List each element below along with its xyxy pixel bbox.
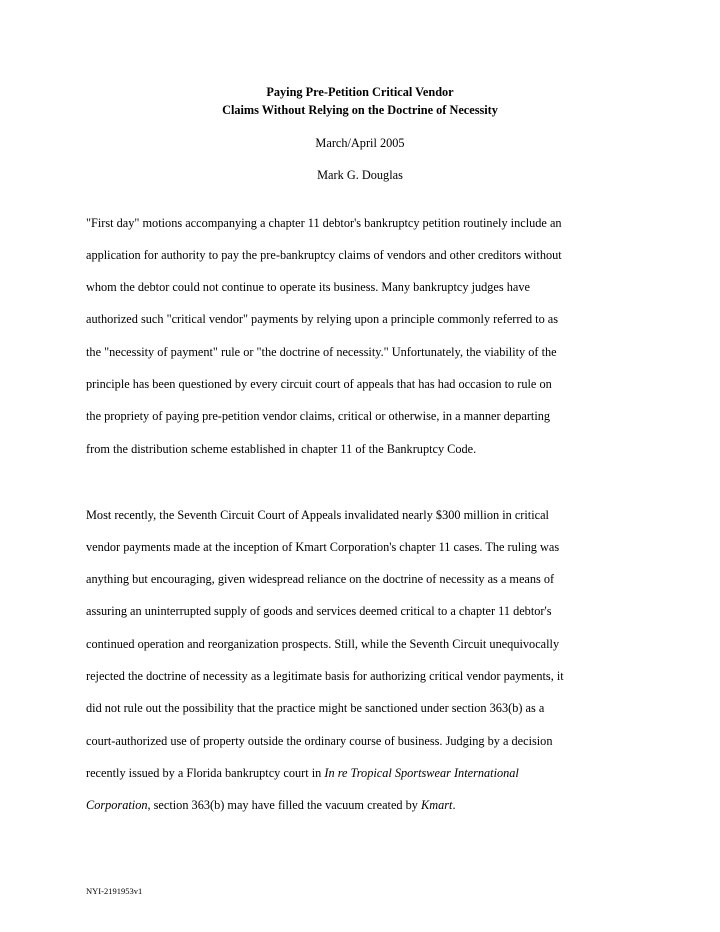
paragraph-line: the "necessity of payment" rule or "the doctrine of necessity." Unfortunately, the viability of the	[86, 345, 557, 359]
author-line: Mark G. Douglas	[317, 168, 403, 182]
paragraph-line: assuring an uninterrupted supply of goods and services deemed critical to a chapter 11 debtor's	[86, 604, 552, 618]
line-text: recently issued by a Florida bankruptcy court in	[86, 766, 325, 780]
line-text: , section 363(b) may have filled the vacuum created by	[147, 798, 422, 812]
kmart-italic: Kmart	[421, 798, 453, 812]
paragraph-line: continued operation and reorganization prospects. Still, while the Seventh Circuit unequivocally	[86, 637, 560, 651]
paragraph-line: vendor payments made at the inception of Kmart Corporation's chapter 11 cases. The ruling was	[86, 540, 560, 554]
case-name-italic: Corporation	[86, 798, 148, 812]
paragraph-line: whom the debtor could not continue to operate its business. Many bankruptcy judges have	[86, 280, 530, 294]
title-line-1: Paying Pre-Petition Critical Vendor	[266, 85, 454, 99]
paragraph-line: anything but encouraging, given widespread reliance on the doctrine of necessity as a means of	[86, 572, 555, 586]
case-name-italic: In re Tropical Sportswear International	[324, 766, 519, 780]
paragraph-line: the propriety of paying pre-petition vendor claims, critical or otherwise, in a manner departing	[86, 409, 551, 423]
paragraph-line: principle has been questioned by every circuit court of appeals that has had occasion to rule on	[86, 377, 552, 391]
paragraph-line: did not rule out the possibility that the practice might be sanctioned under section 363(b) as a	[86, 701, 545, 715]
paragraph-line	[86, 764, 646, 782]
title-line-2: Claims Without Relying on the Doctrine of Necessity	[222, 103, 498, 117]
line-end: .	[452, 798, 456, 812]
date-line: March/April 2005	[315, 136, 405, 150]
paragraph-line: court-authorized use of property outside the ordinary course of business. Judging by a decision	[86, 734, 553, 748]
footer-doc-id: NYI-2191953v1	[86, 886, 143, 896]
paragraph-line: authorized such "critical vendor" payments by relying upon a principle commonly referred to as	[86, 312, 559, 326]
paragraph-line: from the distribution scheme established in chapter 11 of the Bankruptcy Code.	[86, 442, 477, 456]
paragraph-line: "First day" motions accompanying a chapter 11 debtor's bankruptcy petition routinely include an	[86, 216, 562, 230]
paragraph-line: application for authority to pay the pre-bankruptcy claims of vendors and other creditors without	[86, 248, 562, 262]
paragraph-line: Most recently, the Seventh Circuit Court of Appeals invalidated nearly $300 million in critical	[86, 508, 549, 522]
paragraph-line: rejected the doctrine of necessity as a legitimate basis for authorizing critical vendor payments, it	[86, 669, 564, 683]
paragraph-line	[86, 796, 646, 814]
